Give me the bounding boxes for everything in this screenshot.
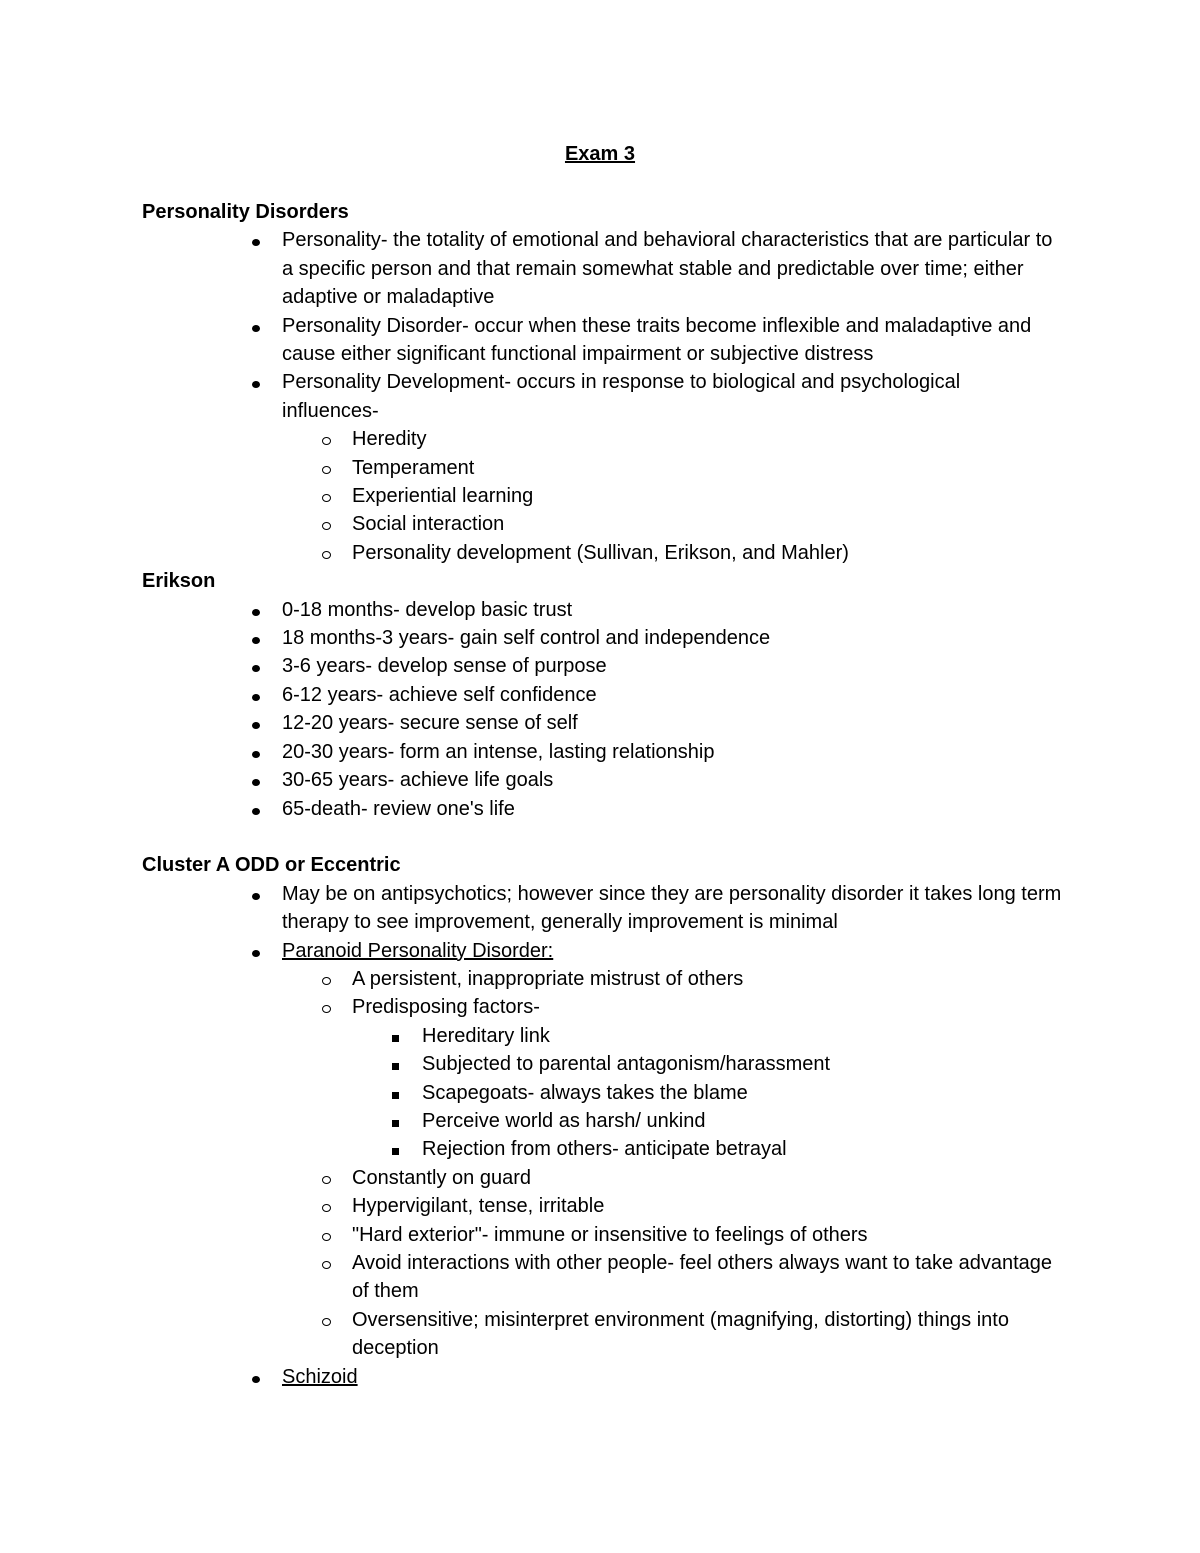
- list-item: [282, 1192, 1062, 1220]
- list-item-text: Perceive world as harsh/ unkind: [422, 1109, 706, 1132]
- list-item-text: Oversensitive; misinterpret environment (magnifying, distorting) things into deception: [352, 1308, 1009, 1360]
- list-item-text: 0-18 months- develop basic trust: [282, 598, 573, 621]
- hollow-bullet-icon: [322, 522, 331, 530]
- bullet-icon: [252, 637, 260, 644]
- erikson-list: [142, 596, 1062, 823]
- bullet-icon: [252, 239, 260, 246]
- paranoid-list: [282, 965, 1062, 1363]
- list-item-text: Subjected to parental antagonism/harassment: [422, 1053, 831, 1076]
- list-item: [282, 482, 1062, 510]
- list-item-text: Personality development (Sullivan, Erikson, and Mahler): [352, 541, 849, 564]
- list-item-text: Personality Disorder- occur when these traits become inflexible and maladaptive and cause either significant functional impairment or subjective distress: [282, 314, 1032, 366]
- list-item: [142, 738, 1062, 766]
- list-item-text: Experiential learning: [352, 485, 534, 508]
- list-item: [282, 539, 1062, 567]
- predisposing-factors-list: [352, 1022, 1062, 1164]
- list-item-text: Constantly on guard: [352, 1166, 532, 1189]
- paranoid-heading: Paranoid Personality Disorder:: [282, 939, 554, 962]
- document-body: [142, 198, 1062, 1391]
- list-item: [142, 937, 1062, 1363]
- list-item-text: 12-20 years- secure sense of self: [282, 712, 578, 735]
- list-item-text: Hypervigilant, tense, irritable: [352, 1195, 605, 1218]
- list-item: [352, 1107, 1062, 1135]
- list-item: [142, 652, 1062, 680]
- list-item: [142, 368, 1062, 567]
- list-item-text: Personality- the totality of emotional and behavioral characteristics that are particular to a specific person and that remain somewhat stable and predictable over time; either adaptive or maladaptive: [282, 229, 1053, 309]
- bullet-icon: [252, 325, 260, 332]
- square-bullet-icon: [392, 1120, 399, 1127]
- list-item-text: 65-death- review one's life: [282, 797, 515, 820]
- list-item: [142, 795, 1062, 823]
- square-bullet-icon: [392, 1148, 399, 1155]
- list-item: [282, 1221, 1062, 1249]
- bullet-icon: [252, 381, 260, 388]
- list-item-text: A persistent, inappropriate mistrust of others: [352, 967, 744, 990]
- list-item: [142, 766, 1062, 794]
- hollow-bullet-icon: [322, 551, 331, 559]
- list-item-text: "Hard exterior"- immune or insensitive to feelings of others: [352, 1223, 868, 1246]
- list-item-text: Personality Development- occurs in response to biological and psychological influences-: [282, 371, 961, 422]
- list-item-text: 20-30 years- form an intense, lasting relationship: [282, 740, 715, 763]
- list-item: [142, 681, 1062, 709]
- list-item: [282, 510, 1062, 538]
- list-item-text: Social interaction: [352, 513, 505, 536]
- list-item: [352, 1022, 1062, 1050]
- list-item-text: Heredity: [352, 428, 427, 451]
- list-item: [142, 312, 1062, 369]
- list-item: [352, 1050, 1062, 1078]
- schizoid-heading: Schizoid: [282, 1365, 358, 1388]
- list-item-text: May be on antipsychotics; however since they are personality disorder it takes long term therapy to see improvement, generally improvement is minimal: [282, 882, 1062, 934]
- bullet-icon: [252, 609, 260, 616]
- square-bullet-icon: [392, 1092, 399, 1099]
- list-item: [282, 993, 1062, 1163]
- list-item: [352, 1079, 1062, 1107]
- hollow-bullet-icon: [322, 1005, 331, 1013]
- list-item: [142, 624, 1062, 652]
- personality-disorders-list: [142, 226, 1062, 567]
- list-item-text: 3-6 years- develop sense of purpose: [282, 655, 607, 678]
- list-item: [352, 1135, 1062, 1163]
- cluster-a-list: [142, 880, 1062, 1391]
- bullet-icon: [252, 665, 260, 672]
- hollow-bullet-icon: [322, 1318, 331, 1326]
- document-title: Exam 3: [564, 143, 636, 165]
- square-bullet-icon: [392, 1063, 399, 1070]
- bullet-icon: [252, 950, 260, 957]
- bullet-icon: [252, 808, 260, 815]
- list-item-text: Temperament: [352, 456, 475, 479]
- hollow-bullet-icon: [322, 977, 331, 985]
- list-item-text: 6-12 years- achieve self confidence: [282, 683, 597, 706]
- list-item-text: Avoid interactions with other people- feel others always want to take advantage of them: [352, 1251, 1053, 1303]
- list-item-text: Rejection from others- anticipate betrayal: [422, 1138, 787, 1161]
- bullet-icon: [252, 1376, 260, 1383]
- list-item: [282, 1164, 1062, 1192]
- bullet-icon: [252, 722, 260, 729]
- list-item: [282, 1249, 1062, 1306]
- list-item-text: Predisposing factors-: [352, 996, 540, 1019]
- hollow-bullet-icon: [322, 437, 331, 445]
- list-item-text: Hereditary link: [422, 1024, 550, 1047]
- blank-line: [142, 823, 1062, 851]
- bullet-icon: [252, 893, 260, 900]
- hollow-bullet-icon: [322, 1261, 331, 1269]
- list-item: [282, 425, 1062, 453]
- list-item: [142, 226, 1062, 311]
- bullet-icon: [252, 694, 260, 701]
- hollow-bullet-icon: [322, 1204, 331, 1212]
- list-item: [142, 880, 1062, 937]
- list-item-text: 18 months-3 years- gain self control and independence: [282, 627, 771, 650]
- section-heading-erikson: Erikson: [142, 570, 216, 593]
- square-bullet-icon: [392, 1035, 399, 1042]
- list-item: [142, 709, 1062, 737]
- development-subitems-list: [282, 425, 1062, 567]
- list-item: [282, 965, 1062, 993]
- bullet-icon: [252, 779, 260, 786]
- section-heading-personality-disorders: Personality Disorders: [142, 201, 349, 223]
- list-item-text: Scapegoats- always takes the blame: [422, 1081, 748, 1104]
- hollow-bullet-icon: [322, 1233, 331, 1241]
- list-item-text: 30-65 years- achieve life goals: [282, 769, 554, 792]
- list-item: [282, 454, 1062, 482]
- bullet-icon: [252, 751, 260, 758]
- list-item: [142, 596, 1062, 624]
- section-heading-cluster-a: Cluster A ODD or Eccentric: [142, 854, 401, 877]
- hollow-bullet-icon: [322, 466, 331, 474]
- list-item: [142, 1363, 1062, 1391]
- hollow-bullet-icon: [322, 1176, 331, 1184]
- list-item: [282, 1306, 1062, 1363]
- hollow-bullet-icon: [322, 494, 331, 502]
